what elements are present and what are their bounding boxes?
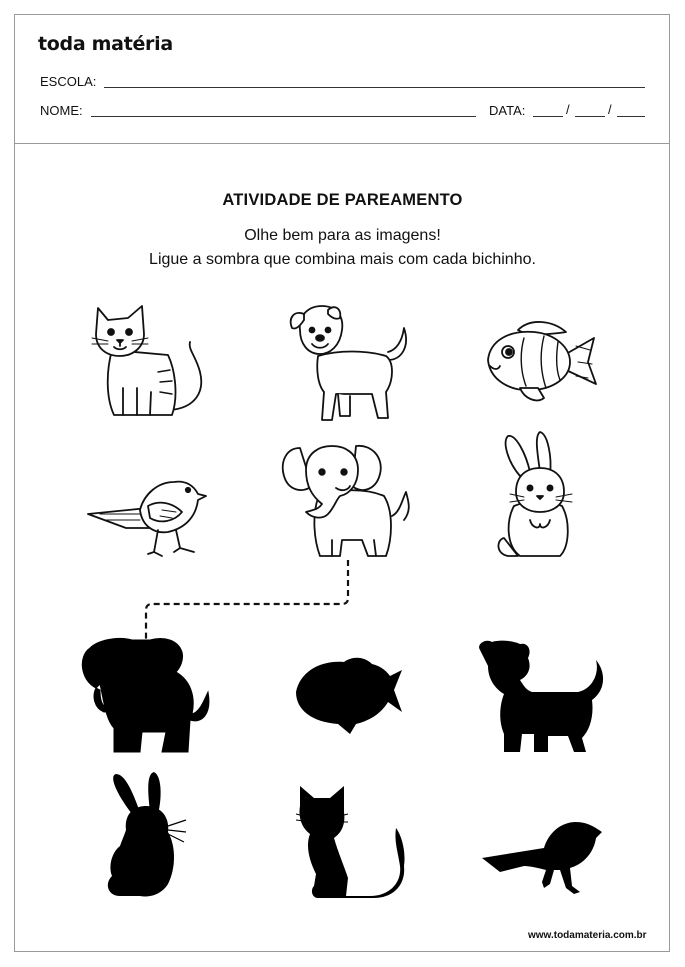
date-label: DATA: bbox=[489, 103, 526, 118]
brand-logo: toda matéria bbox=[38, 33, 173, 55]
example-match-line bbox=[146, 560, 348, 640]
dog-drawing[interactable] bbox=[291, 306, 406, 420]
cat-silhouette[interactable] bbox=[296, 786, 405, 898]
date-separator: / bbox=[608, 102, 612, 117]
activity-title: ATIVIDADE DE PAREAMENTO bbox=[222, 191, 463, 209]
elephant-drawing[interactable] bbox=[283, 446, 409, 556]
cat-drawing[interactable] bbox=[92, 306, 201, 415]
bird-drawing[interactable] bbox=[88, 482, 206, 556]
rabbit-drawing[interactable] bbox=[498, 432, 572, 556]
instruction-line: Olhe bem para as imagens! bbox=[244, 227, 441, 244]
footer-website[interactable]: www.todamateria.com.br bbox=[528, 930, 647, 941]
bird-silhouette[interactable] bbox=[482, 822, 602, 894]
rabbit-silhouette[interactable] bbox=[108, 772, 186, 897]
fish-silhouette[interactable] bbox=[296, 658, 402, 734]
instruction-line: Ligue a sombra que combina mais com cada bichinho. bbox=[149, 251, 536, 268]
date-separator: / bbox=[566, 102, 570, 117]
dog-silhouette[interactable] bbox=[479, 641, 603, 752]
school-label: ESCOLA: bbox=[40, 74, 97, 89]
elephant-silhouette[interactable] bbox=[82, 638, 209, 752]
name-label: NOME: bbox=[40, 103, 83, 118]
fish-drawing[interactable] bbox=[488, 322, 596, 400]
